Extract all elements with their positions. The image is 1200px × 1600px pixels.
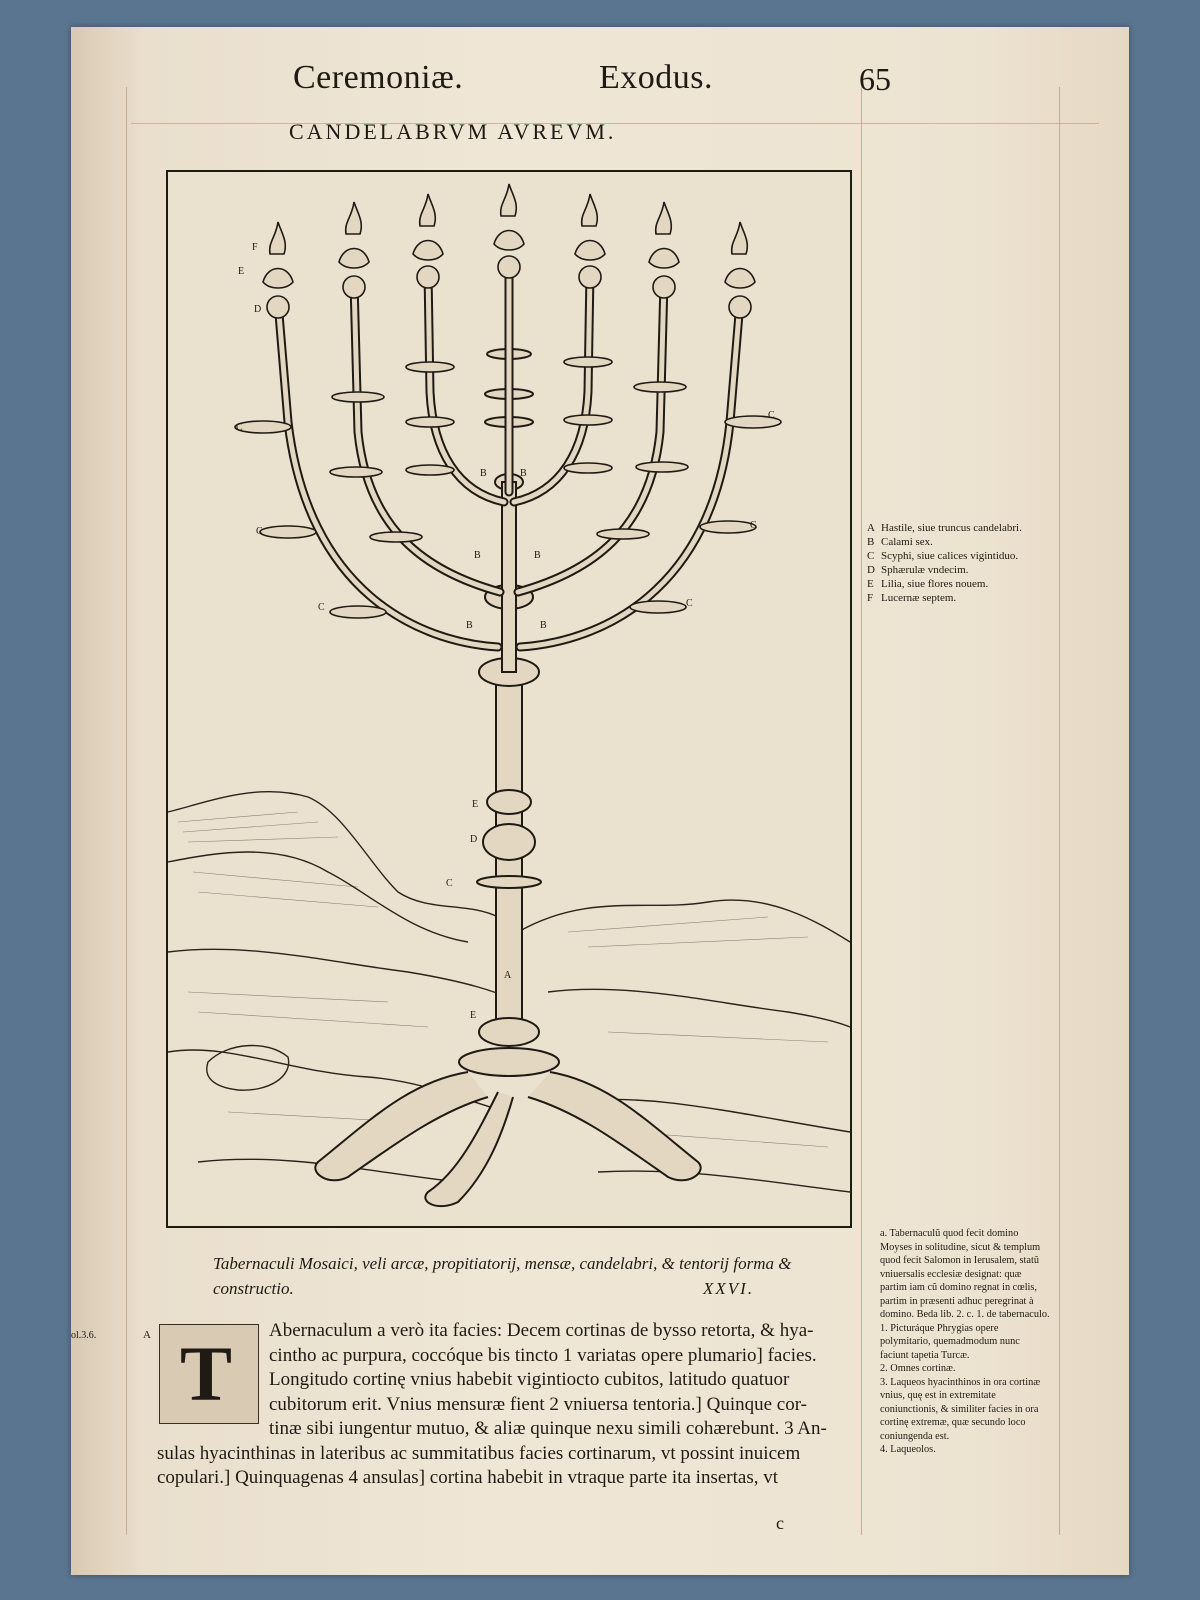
legend-text: Calami sex. bbox=[881, 536, 933, 548]
margin-rule-outer bbox=[1059, 87, 1060, 1535]
margin-reference: ol.3.6. bbox=[71, 1330, 97, 1341]
legend-key: F bbox=[867, 592, 874, 604]
legend-text: Lilia, siue flores nouem. bbox=[881, 578, 989, 590]
legend-item bbox=[867, 577, 1047, 591]
marginal-note: a. Tabernaculũ quod fecit domino Moyses in solitudine, sicut & templum quod fecit Salomon in Ierusalem, statũ vniuersalis ecclesiæ designat: quæ partim iam cũ domino regnat in cœlis, partim in præsenti adhuc peregrinat à domino. Beda lib. 2. c. 1. de tabernaculo. bbox=[880, 1228, 1050, 1320]
svg-text:B: B bbox=[480, 468, 487, 479]
legend-item bbox=[867, 563, 1047, 577]
legend-key: E bbox=[867, 578, 874, 590]
header-center: Exodus. bbox=[599, 59, 713, 96]
body-line: cubitorum erit. Vnius mensuræ fient 2 vniuersa tentoria.] Quinque cor- bbox=[269, 1393, 808, 1415]
svg-text:C: C bbox=[768, 410, 775, 421]
svg-text:B: B bbox=[540, 620, 547, 631]
svg-text:C: C bbox=[318, 602, 325, 613]
svg-text:B: B bbox=[474, 550, 481, 561]
body-line: Abernaculum a verò ita facies: Decem cortinas de bysso retorta, & hya- bbox=[269, 1320, 814, 1341]
body-line: sulas hyacinthinas in lateribus ac summitatibus facies cortinarum, vt possint inuicem bbox=[157, 1442, 801, 1464]
body-line: copulari.] Quinquagenas 4 ansulas] cortina habebit in vtraque parte ita insertas, vt bbox=[157, 1467, 778, 1488]
menorah-woodcut bbox=[168, 172, 850, 1226]
legend-key: C bbox=[867, 550, 875, 562]
signature-mark: c bbox=[776, 1513, 784, 1533]
plate-number: XXVI. bbox=[703, 1279, 755, 1298]
svg-text:C: C bbox=[686, 598, 693, 609]
plate-legend bbox=[867, 521, 1047, 605]
svg-text:F: F bbox=[252, 242, 258, 253]
body-line: cintho ac purpura, coccóque bis tincto 1 variatas opere plumario] facies. bbox=[269, 1344, 817, 1366]
margin-rule-right bbox=[861, 87, 862, 1535]
marginal-notes bbox=[880, 1227, 1050, 1457]
legend-item bbox=[867, 591, 1047, 605]
legend-item bbox=[867, 549, 1047, 563]
svg-text:E: E bbox=[238, 266, 245, 277]
marginal-note: 3. Laqueos hyacinthinos in ora cortinæ vnius, quę est in extremitate coniunctionis, & similiter facies in ora cortinę extremæ, quæ secundo loco coniungenda est. bbox=[880, 1376, 1041, 1442]
plate-caption: Tabernaculi Mosaici, veli arcæ, propitiatorij, mensæ, candelabri, & tentorij forma & constructio. bbox=[213, 1254, 792, 1298]
legend-item bbox=[867, 521, 1047, 535]
svg-text:B: B bbox=[466, 620, 473, 631]
running-header bbox=[71, 57, 1129, 107]
svg-text:D: D bbox=[254, 304, 262, 315]
svg-text:E: E bbox=[470, 1010, 477, 1021]
legend-text: Lucernæ septem. bbox=[881, 592, 957, 604]
woodcut-plate bbox=[166, 170, 852, 1228]
legend-text: Hastile, siue truncus candelabri. bbox=[881, 522, 1022, 534]
legend-key: B bbox=[867, 536, 875, 548]
page-number: 65 bbox=[859, 61, 891, 97]
book-page bbox=[71, 27, 1129, 1575]
body-line: Longitudo cortinę vnius habebit vigintiocto cubitos, latitudo quatuor bbox=[269, 1369, 790, 1390]
legend-key: D bbox=[867, 564, 875, 576]
legend-text: Sphærulæ vndecim. bbox=[881, 564, 969, 576]
marginal-note: 4. Laqueolos. bbox=[880, 1444, 936, 1455]
body-text bbox=[157, 1319, 879, 1491]
legend-text: Scyphi, siue calices vigintiduo. bbox=[881, 550, 1019, 562]
marginal-note: 2. Omnes cortinæ. bbox=[880, 1363, 956, 1374]
svg-text:C: C bbox=[256, 526, 263, 537]
plate-title: CANDELABRVM AVREVM. bbox=[289, 119, 617, 144]
legend-key: A bbox=[867, 522, 875, 534]
svg-text:C: C bbox=[750, 520, 757, 531]
legend-item bbox=[867, 535, 1047, 549]
margin-rule-left bbox=[126, 87, 127, 1535]
dropcap-letter: T bbox=[180, 1330, 233, 1417]
body-line: tinæ sibi iungentur mutuo, & aliæ quinque nexu simili cohærebunt. 3 An- bbox=[269, 1418, 827, 1439]
svg-text:B: B bbox=[520, 468, 527, 479]
svg-text:D: D bbox=[470, 834, 478, 845]
svg-text:A: A bbox=[504, 970, 512, 981]
svg-text:B: B bbox=[534, 550, 541, 561]
svg-text:E: E bbox=[472, 799, 479, 810]
margin-letter: A bbox=[143, 1329, 151, 1341]
header-left: Ceremoniæ. bbox=[293, 59, 464, 96]
svg-text:C: C bbox=[446, 878, 453, 889]
svg-text:C: C bbox=[236, 422, 243, 433]
marginal-note: 1. Picturáque Phrygias opere polymitario, quemadmodum nunc faciunt tapetia Turcæ. bbox=[880, 1322, 1020, 1361]
